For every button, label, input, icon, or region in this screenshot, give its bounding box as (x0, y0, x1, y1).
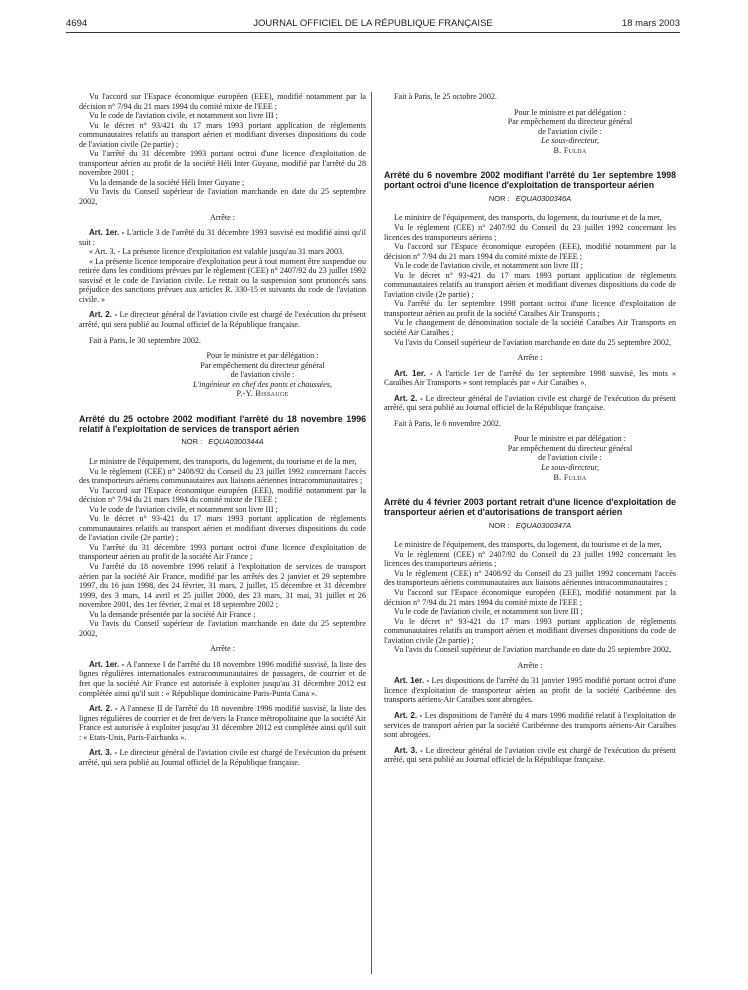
visa-paragraph: Vu l'avis du Conseil supérieur de l'aviation marchande en date du 25 septembre 2002, (394, 645, 672, 655)
visa-paragraph: Vu la demande présentée par la société Air France ; (89, 609, 256, 619)
visa-paragraph: Vu l'arrêté du 1er septembre 1998 portant octroi d'une licence d'exploitation de transporteur aérien au profit de la société Caraïbes Air Transports ; (384, 299, 676, 318)
signature-line: Le sous-directeur, (541, 463, 599, 472)
article-label: Art. 1er. - (89, 228, 125, 238)
article-3 (384, 746, 676, 765)
article-1 (384, 369, 676, 388)
visa-paragraph: Vu le code de l'aviation civile, et notamment son livre III ; (394, 261, 583, 271)
signature-line: Pour le ministre et par délégation : (514, 434, 626, 444)
visa-paragraph: Vu le règlement (CEE) n° 2407/92 du Conseil du 23 juillet 1992 concernant les licences des transporteurs aériens ; (384, 549, 676, 569)
arrete-heading: Arrête : (210, 644, 235, 654)
signature-line: de l'aviation civile : (538, 453, 602, 463)
article-2 (384, 711, 676, 740)
article-1 (79, 228, 366, 247)
decree-title: Arrêté du 4 février 2003 portant retrait d'une licence d'exploitation de transporteur aérien et d'autorisations de transport aérien (384, 497, 676, 517)
nor-reference: NOR : EQUA0300344A (181, 437, 264, 447)
article-label: Art. 2. - (89, 310, 118, 320)
visa-paragraph: Vu l'accord sur l'Espace économique européen (EEE), modifié notamment par la décision n° 7/94 du 21 mars 1994 du comité mixte de l'EEE ; (79, 485, 366, 505)
visa-paragraph: Vu le règlement (CEE) n° 2408/92 du Conseil du 23 juillet 1992 concernant l'accès des transporteurs aériens communautaires aux liaisons aériennes intracommunautaires ; (384, 568, 676, 588)
page-number: 4694 (66, 18, 88, 29)
signature-block (79, 351, 366, 399)
article-text: Les dispositions de l'arrêté du 31 janvier 1995 modifié portant octroi d'une licence d'exploitation de transporteur aérien au profit de la société Caribéenne des transports aériens-Air Caraïbes sont abrogées. (384, 676, 676, 705)
arrete-heading: Arrête : (517, 353, 543, 363)
article-text: Le directeur général de l'aviation civile est chargé de l'exécution du présent arrêté, qui sera publié au Journal officiel de la République française. (79, 748, 366, 767)
signature-block (384, 108, 676, 156)
signature-line: Pour le ministre et par délégation : (206, 351, 319, 361)
visa-paragraph: Le ministre de l'équipement, des transports, du logement, du tourisme et de la mer, (394, 213, 662, 223)
article-2 (79, 310, 366, 329)
article-text: Les dispositions de l'arrêté du 4 mars 1996 modifié relatif à l'exploitation de services de transport aérien par la société Caribéenne des transports aériens-Air Caraïbes sont abrogées. (384, 710, 676, 740)
visa-paragraph: Vu le code de l'aviation civile, et notamment son livre III ; (89, 504, 278, 514)
signature-line: de l'aviation civile : (538, 126, 602, 136)
article-label: Art. 3. - (394, 745, 423, 755)
visa-paragraph: Le ministre de l'équipement, des transports, du logement, du tourisme et de la mer, (89, 457, 357, 466)
visa-paragraph: Vu le décret n° 93-421 du 17 mars 1993 portant application de règlements communautaires relatifs au transport aérien et modifiant diverses dispositions du code de l'aviation civile (2e partie) ; (79, 514, 366, 543)
issue-date: 18 mars 2003 (621, 18, 680, 29)
signatory-name: B. Fulda (553, 472, 587, 482)
decree-title: Arrêté du 6 novembre 2002 modifiant l'arrêté du 1er septembre 1998 portant octroi d'une licence d'exploitation de transporteur aérien (384, 170, 676, 191)
visa-paragraph: Vu le changement de dénomination sociale de la société Caraïbes Air Transports en société Air Caraïbes ; (384, 318, 676, 337)
signature-block (384, 434, 676, 482)
article-3 (79, 748, 366, 767)
visa-paragraph: Vu l'avis du Conseil supérieur de l'aviation marchande en date du 25 septembre 2002, (79, 187, 366, 207)
arrete-heading: Arrête : (210, 212, 235, 222)
signature-line: Le sous-directeur, (541, 136, 599, 146)
visa-paragraph: Vu l'accord sur l'Espace économique européen (EEE), modifié notamment par la décision n° 7/94 du 21 mars 1994 du comité mixte de l'EEE ; (384, 587, 676, 607)
arrete-heading: Arrête : (517, 660, 543, 670)
visa-paragraph: Vu le règlement (CEE) n° 2408/92 du Conseil du 23 juillet 1992 concernant l'accès des transporteurs aériens communautaires aux liaisons aériennes intracommunautaires ; (79, 466, 366, 486)
visa-paragraph: Vu le code de l'aviation civile, et notamment son livre III ; (89, 111, 278, 121)
article-text: A l'article 1er de l'arrêté du 1er septembre 1998 susvisé, les mots « Caraïbes Air Transports » sont remplacés par « Air Caraïbes ». (384, 368, 677, 388)
nor-reference: NOR : EQUA0300346A (488, 193, 572, 203)
visa-paragraph: Vu le décret n° 93-421 du 17 mars 1993 portant application de règlements communautaires relatifs au transport aérien et modifiant diverses dispositions du code de l'aviation civile (2e partie) ; (384, 616, 676, 645)
article-label: Art. 2. - (394, 393, 423, 403)
article-text: Le directeur général de l'aviation civile est chargé de l'exécution du présent arrêté, qui sera publié au Journal officiel de la République française. (384, 745, 676, 765)
article-text: A l'annexe I de l'arrêté du 18 novembre 1996 modifié susvisé, la liste des lignes régulières internationales extracommunautaires de passagers, de courrier et de fret que la société Air France est autorisée à exploiter jusqu'au 31 décembre 2012 est complétée ainsi qu'il suit : « République dominicaine Paris-Punta Cana ». (79, 659, 366, 698)
signature-date: Fait à Paris, le 6 novembre 2002. (394, 418, 501, 428)
visa-paragraph: Vu l'arrêté du 31 décembre 1993 portant octroi d'une licence d'exploitation de transporteur aérien au profit de la société Air France ; (79, 542, 366, 562)
article-text: Le directeur général de l'aviation civile est chargé de l'exécution du présent arrêté, qui sera publié au Journal officiel de la République française. (384, 393, 676, 413)
article-label: Art. 3. - (89, 748, 118, 758)
visa-paragraph: Vu l'accord sur l'Espace économique européen (EEE), modifié notamment par la décision n° 7/94 du 21 mars 1994 du comité mixte de l'EEE ; (384, 242, 676, 261)
article-label: Art. 1er. - (394, 676, 430, 686)
signature-line: Par empêchement du directeur général (507, 443, 633, 453)
article-quote: « Art. 3. - La présente licence d'exploitation est valable jusqu'au 31 mars 2003. (89, 247, 345, 257)
article-1 (384, 676, 676, 705)
header-rule (66, 32, 680, 33)
right-column (384, 92, 676, 765)
left-column (79, 92, 366, 767)
signatory-name: B. Fulda (553, 145, 587, 155)
visa-paragraph: Vu l'avis du Conseil supérieur de l'aviation marchande en date du 25 septembre 2002, (79, 619, 366, 638)
nor-reference: NOR : EQUA0300347A (488, 520, 572, 530)
visa-paragraph: Vu l'arrêté du 18 novembre 1996 relatif à l'exploitation de services de transport aérien par la société Air France, modifié par les arrêtés des 2 janvier et 29 septembre 1997, du 16 juin 1998, des 24 février, 31 mars, 2 juillet, 15 décembre et 31 décembre 1999, des 3 mars, 14 avril et 25 juillet 2000, des 23 mars, 31 mai, 31 juillet et 26 novembre 2001, des 1er février, 2 mai et 18 septembre 2002 ; (79, 562, 366, 610)
signature-line: de l'aviation civile : (230, 370, 295, 380)
article-quote: « La présente licence temporaire d'exploitation peut à tout moment être suspendue ou retirée dans les conditions prévues par le règlement (CEE) n° 2407/92 du 23 juillet 1992 susvisé et le code de l'aviation civile. Le retrait ou la suspension sont prononcés sans préjudice des sanctions prévues aux articles R. 330-15 et suivants du code de l'aviation civile. » (79, 256, 366, 304)
article-label: Art. 2. - (89, 704, 118, 714)
column-divider (371, 92, 372, 974)
article-label: Art. 1er. - (394, 368, 433, 378)
article-label: Art. 1er. - (89, 659, 125, 669)
visa-paragraph: Vu l'arrêté du 31 décembre 1993 portant octroi d'une licence d'exploitation de transporteur aérien au profit de la société Héli Inter Guyane, modifié par l'arrêté du 28 novembre 2001 ; (79, 149, 366, 178)
visa-paragraph: Vu le décret n° 93-421 du 17 mars 1993 portant application de règlements communautaires relatifs au transport aérien et modifiant diverses dispositions du code de l'aviation civile (2e partie) ; (384, 270, 676, 299)
visa-paragraph: Vu le décret n° 93/421 du 17 mars 1993 portant application de règlements communautaires relatifs au transport aérien et modifiant diverses dispositions du code de l'aviation civile (2e partie) ; (79, 120, 366, 149)
page-header (66, 16, 680, 32)
visa-paragraph: Vu le code de l'aviation civile, et notamment son livre III ; (394, 607, 583, 617)
article-text: A l'annexe II de l'arrêté du 18 novembre 1996 modifié susvisé, la liste des lignes régulières de courrier et de fret de/vers la France métropolitaine que la société Air France est autorisée à exploiter jusqu'au 31 décembre 2012 est complétée ainsi qu'il suit : « Etats-Unis, Paris-Fairbanks ». (79, 704, 367, 742)
signature-line: L'ingénieur en chef des ponts et chaussées, (192, 379, 333, 389)
visa-paragraph: Vu l'avis du Conseil supérieur de l'aviation marchande en date du 25 septembre 2002, (394, 337, 672, 347)
signature-line: Par empêchement du directeur général (507, 117, 633, 127)
signature-line: Pour le ministre et par délégation : (514, 107, 626, 117)
article-label: Art. 2. - (394, 710, 423, 720)
article-text: L'article 3 de l'arrêté du 31 décembre 1993 susvisé est modifié ainsi qu'il suit : (79, 228, 366, 247)
visa-paragraph: Vu l'accord sur l'Espace économique européen (EEE), modifié notamment par la décision n° 7/94 du 21 mars 1994 du comité mixte de l'EEE ; (79, 92, 366, 111)
signatory-name: P.-Y. Bissauge (236, 389, 289, 399)
article-2 (79, 704, 366, 742)
article-2 (384, 394, 676, 413)
visa-paragraph: Le ministre de l'équipement, des transports, du logement, du tourisme et de la mer, (394, 540, 662, 550)
article-text: Le directeur général de l'aviation civile est chargé de l'exécution du présent arrêté, qui sera publié au Journal officiel de la République française. (79, 310, 366, 330)
signature-line: Par empêchement du directeur général (200, 360, 325, 370)
journal-title: JOURNAL OFFICIEL DE LA RÉPUBLIQUE FRANÇAISE (253, 18, 493, 29)
decree-title: Arrêté du 25 octobre 2002 modifiant l'arrêté du 18 novembre 1996 relatif à l'exploitation de services de transport aérien (79, 413, 366, 434)
visa-paragraph: Vu le règlement (CEE) n° 2407/92 du Conseil du 23 juillet 1992 concernant les licences des transporteurs aériens ; (384, 222, 676, 242)
visa-paragraph: Vu la demande de la société Héli Inter Guyane ; (89, 177, 245, 187)
signature-date: Fait à Paris, le 25 octobre 2002. (394, 92, 497, 101)
article-1 (79, 660, 366, 698)
signature-date: Fait à Paris, le 30 septembre 2002. (89, 335, 201, 345)
